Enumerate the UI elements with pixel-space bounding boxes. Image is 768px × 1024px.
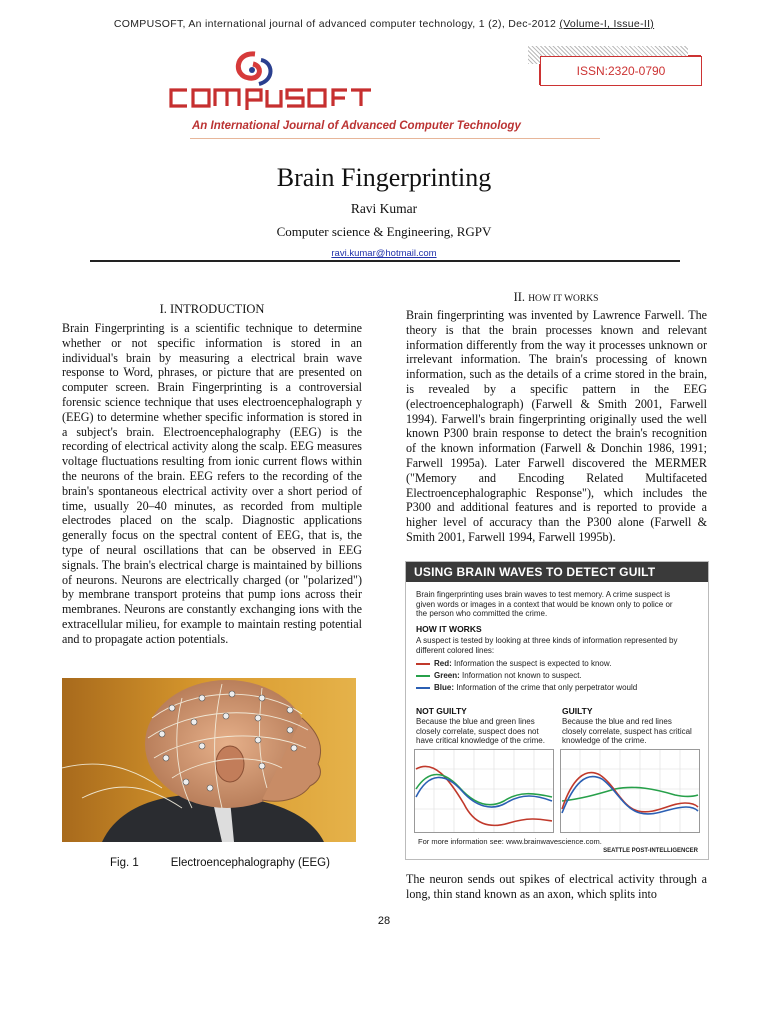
issn-label: ISSN:2320-0790: [540, 56, 702, 86]
legend-text: Information the suspect is expected to know.: [451, 659, 612, 668]
guilty-text: [562, 717, 692, 746]
legend-text: Information not known to suspect.: [459, 671, 582, 680]
not-guilty-wave-plot: [414, 749, 554, 833]
guilty-heading: GUILTY: [562, 706, 593, 716]
legend-swatch-blue: [416, 687, 430, 689]
how-line: A suspect is tested by looking at three kinds of information represented by: [416, 636, 678, 645]
legend-item-blue: [416, 683, 637, 695]
logo-swirl-icon: [238, 54, 270, 84]
legend-label: Red:: [434, 659, 452, 668]
intro-line: the person who committed the crime.: [416, 609, 548, 618]
section-2-numeral: II.: [513, 290, 529, 304]
legend-item-green: [416, 671, 637, 683]
journal-header: [0, 18, 768, 30]
page-number: 28: [377, 915, 391, 927]
neuron-paragraph: The neuron sends out spikes of electrical activity through a long, thin stand known as an axon, which splits into: [406, 872, 707, 901]
not-guilty-line: have critical knowledge of the crime.: [416, 736, 545, 745]
guilty-wave-plot: [560, 749, 700, 833]
paper-affiliation: Computer science & Engineering, RGPV: [276, 224, 492, 239]
how-line: different colored lines:: [416, 645, 495, 655]
paper-author: Ravi Kumar: [350, 201, 418, 216]
issn-box: [539, 55, 701, 85]
figure-1-caption: [110, 857, 330, 869]
legend-item-red: [416, 659, 637, 671]
legend: [416, 659, 637, 695]
section-heading-how-it-works: [406, 290, 706, 305]
infographic-credit: SEATTLE POST-INTELLIGENCER: [603, 848, 698, 854]
how-it-works-paragraph: Brain fingerprinting was invented by Lawrence Farwell. The theory is that the brain processes known and relevant information differently from the way it processes unknown or irrelevant information. The brain's processing of known information, such as the details of a crime stored in the brain, is revealed by a specific pattern in the EEG (electroencephalograph) (Farwell & Smith 2001, Farwell 1994). Farwell's brain fingerprinting originally used the well known P300 brain response to detect the brain's recognition of the known information (Farwell & Donchin 1986, 1991; Farwell 1995a). Later Farwell discovered the MERMER ("Memory and Encoding Related Multifaceted Electroencephalographic Response"), which includes the P300 and additional features and is reported to provide a higher level of accuracy than the P300 alone (Farwell & Smith 2001, Farwell 1994, Farwell 1995b).: [406, 308, 707, 544]
legend-swatch-red: [416, 663, 430, 665]
title-rule: [90, 260, 680, 262]
legend-label: Green:: [434, 671, 460, 680]
not-guilty-text: [416, 717, 545, 746]
figure-1-caption-text: Electroencephalography (EEG): [170, 857, 330, 869]
guilty-line: closely correlate, suspect has critical: [562, 726, 692, 736]
author-email-link[interactable]: ravi.kumar@hotmail.com: [331, 248, 437, 259]
intro-line: Brain fingerprinting uses brain waves to test memory. A crime suspect is: [416, 590, 671, 599]
section-2-title: HOW IT WORKS: [528, 294, 599, 304]
legend-text: Information of the crime that only perpetrator would: [454, 683, 638, 692]
how-it-works-text: [416, 636, 677, 655]
figure-eeg-image: [62, 678, 356, 842]
not-guilty-line: Because the blue and green lines: [416, 717, 535, 726]
infographic-title: USING BRAIN WAVES TO DETECT GUILT: [406, 562, 709, 582]
figure-1-label: Fig. 1: [110, 857, 139, 869]
legend-label: Blue:: [434, 683, 454, 692]
introduction-paragraph: Brain Fingerprinting is a scientific technique to determine whether or not specific information is stored in an individual's brain by measuring a electrical brain wave response to Word, phrases, or picture that are presented on computer screen. Brain Fingerprinting is a controversial forensic science technique that uses electroencephalograph y (EEG) to determine whether specific information is stored in a subject's brain. Electroencephalography (EEG) is the recording of electrical activity along the scalp. EEG measures voltage fluctuations resulting from ionic current flows within the neurons of the brain. EEG refers to the recording of the brain's spontaneous electrical activity over a short period of time, usually 20–40 minutes, as recorded from multiple electrodes placed on the scalp. Diagnostic applications generally focus on the spectral content of EEG, that is, the type of neural oscillations that can be observed in EEG signals. The brain's electrical charge is maintained by billions of neurons. Neurons are electrically charged (or "polarized") by membrane transport proteins that pump ions across their membranes. Neurons are constantly exchanging ions with the extracellular milieu, for example to maintain resting potential and to propagate action potentials.: [62, 321, 362, 646]
not-guilty-heading: NOT GUILTY: [416, 706, 467, 716]
journal-header-text: COMPUSOFT, An international journal of advanced computer technology, 1 (2), Dec-2012: [113, 18, 560, 30]
compusoft-logo: [163, 48, 393, 123]
logo-tagline: An International Journal of Advanced Computer Technology: [192, 120, 521, 132]
guilty-line: knowledge of the crime.: [562, 736, 647, 745]
infographic-footer: For more information see: www.brainwavescience.com.: [418, 837, 602, 846]
journal-volume: (Volume-I, Issue-II): [559, 18, 655, 30]
legend-swatch-green: [416, 675, 430, 677]
tagline-rule: [190, 138, 600, 139]
paper-title: Brain Fingerprinting: [276, 163, 492, 192]
section-heading-introduction: I. INTRODUCTION: [159, 302, 265, 316]
intro-line: given words or images in a context that would be known only to police or: [416, 599, 673, 609]
how-it-works-heading: HOW IT WORKS: [416, 624, 482, 634]
infographic-intro: [416, 590, 673, 619]
infographic-brain-waves: [405, 561, 709, 860]
guilty-line: Because the blue and red lines: [562, 717, 672, 726]
not-guilty-line: closely correlate, suspect does not: [416, 726, 539, 736]
